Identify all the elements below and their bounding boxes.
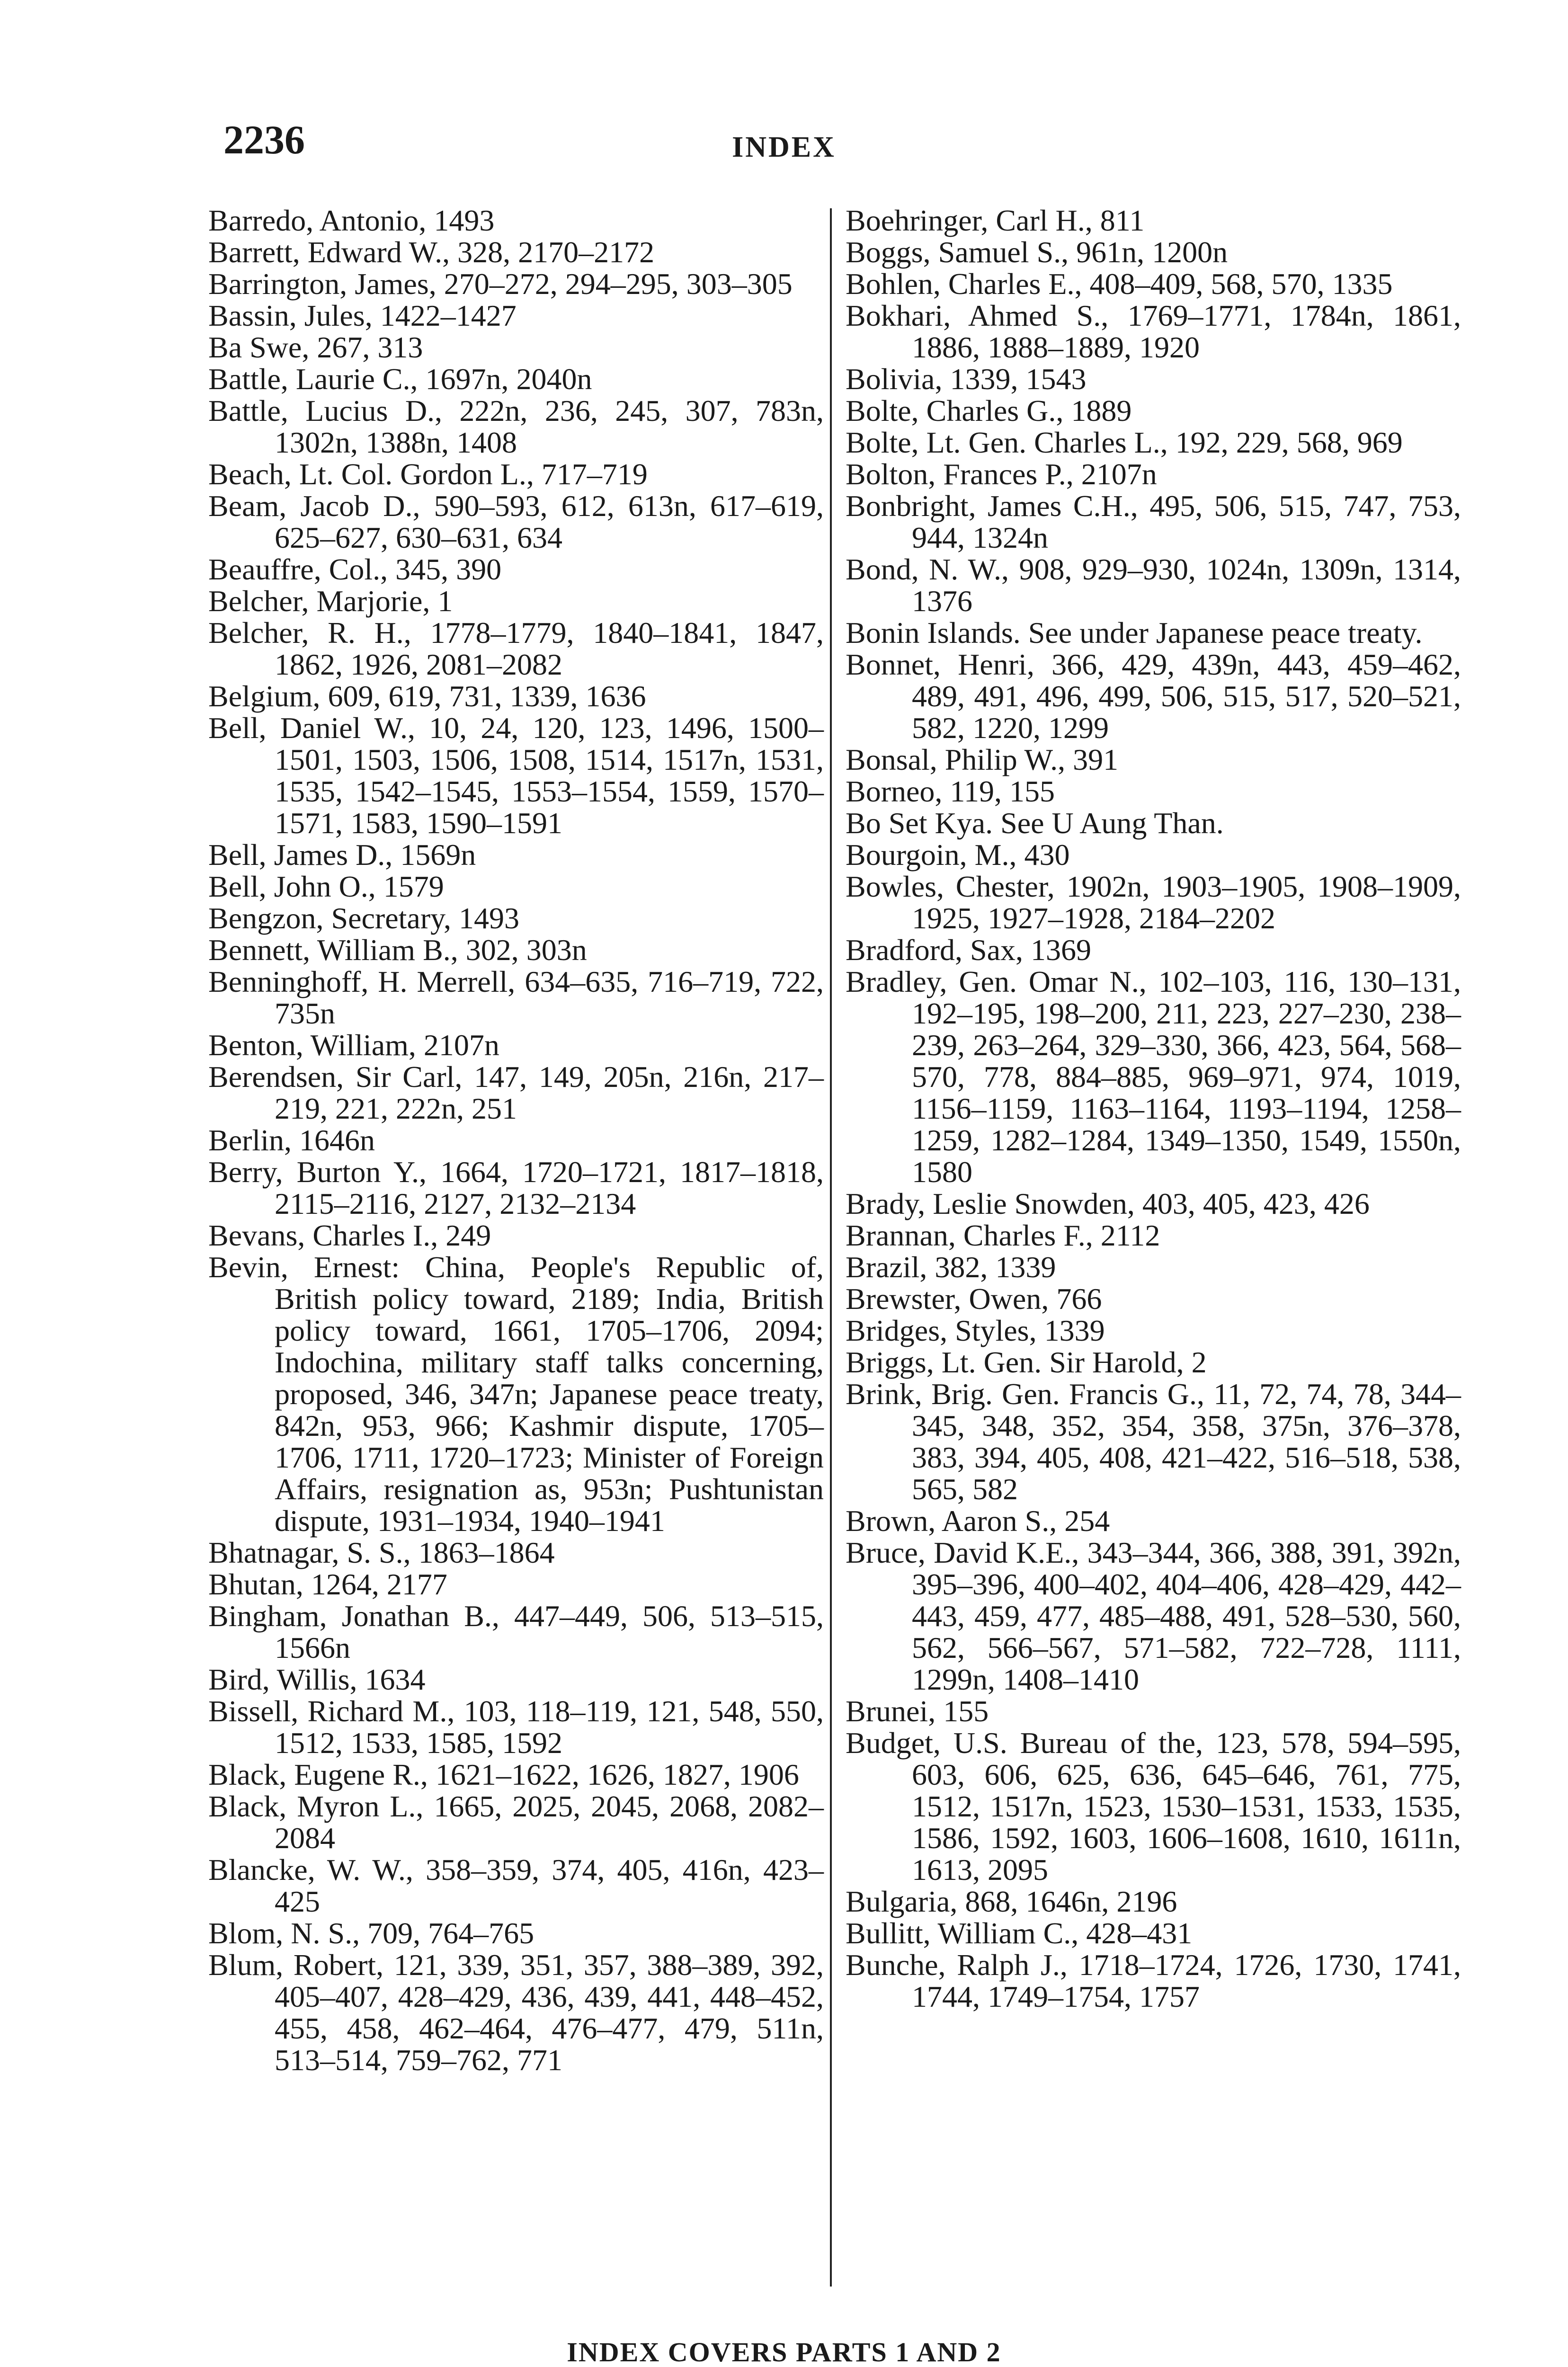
index-entry: Belcher, R. H., 1778–1779, 1840–1841, 1847, 1862, 1926, 2081–2082 — [208, 616, 824, 681]
index-entry: Bonin Islands. See under Japanese peace treaty. — [846, 616, 1423, 650]
index-entry: Bevin, Ernest: China, People's Republic of, British policy toward, 2189; India, British policy toward, 1661, 1705–1706, 2094; Indochina, military staff talks concerning, proposed, 346, 347n; Japanese peace treaty, 842n, 953, 966; Kashmir dispute, 1705–1706, 1711, 1720–1723; Minister of Foreign Affairs, resignation as, 953n; Pushtunistan dispute, 1931–1934, 1940–1941 — [208, 1250, 824, 1538]
index-entry: Bolton, Frances P., 2107n — [846, 457, 1157, 491]
index-entry: Battle, Laurie C., 1697n, 2040n — [208, 362, 592, 396]
index-entry: Battle, Lucius D., 222n, 236, 245, 307, 783n, 1302n, 1388n, 1408 — [208, 394, 824, 459]
index-entry: Briggs, Lt. Gen. Sir Harold, 2 — [846, 1345, 1207, 1379]
index-entry: Bhutan, 1264, 2177 — [208, 1567, 447, 1601]
index-entry: Bridges, Styles, 1339 — [846, 1314, 1105, 1347]
index-entry: Bell, Daniel W., 10, 24, 120, 123, 1496, 1500–1501, 1503, 1506, 1508, 1514, 1517n, 1531, 1535, 1542–1545, 1553–1554, 1559, 1570–1571, 1583, 1590–1591 — [208, 711, 824, 840]
index-entry: Berry, Burton Y., 1664, 1720–1721, 1817–1818, 2115–2116, 2127, 2132–2134 — [208, 1155, 824, 1220]
index-entry: Bradford, Sax, 1369 — [846, 933, 1092, 967]
left-column — [208, 205, 824, 2076]
index-entry: Berendsen, Sir Carl, 147, 149, 205n, 216n, 217–219, 221, 222n, 251 — [208, 1060, 824, 1125]
index-entry: Ba Swe, 267, 313 — [208, 330, 423, 364]
index-entry: Bissell, Richard M., 103, 118–119, 121, 548, 550, 1512, 1533, 1585, 1592 — [208, 1694, 824, 1760]
index-entry: Barredo, Antonio, 1493 — [208, 204, 495, 237]
index-entry: Bassin, Jules, 1422–1427 — [208, 299, 517, 332]
index-entry: Belgium, 609, 619, 731, 1339, 1636 — [208, 679, 646, 713]
index-entry: Black, Myron L., 1665, 2025, 2045, 2068, 2082–2084 — [208, 1789, 824, 1855]
index-entry: Bond, N. W., 908, 929–930, 1024n, 1309n, 1314, 1376 — [846, 552, 1461, 618]
index-entry: Bolte, Lt. Gen. Charles L., 192, 229, 568, 969 — [846, 426, 1403, 459]
index-entry: Bonnet, Henri, 366, 429, 439n, 443, 459–462, 489, 491, 496, 499, 506, 515, 517, 520–521, 582, 1220, 1299 — [846, 648, 1461, 745]
index-entry: Bird, Willis, 1634 — [208, 1663, 426, 1696]
index-entry: Borneo, 119, 155 — [846, 774, 1055, 808]
index-entry: Beach, Lt. Col. Gordon L., 717–719 — [208, 457, 648, 491]
running-head: INDEX — [732, 131, 836, 163]
index-entry: Bo Set Kya. See U Aung Than. — [846, 806, 1224, 840]
column-divider — [830, 208, 832, 2287]
index-entry: Blancke, W. W., 358–359, 374, 405, 416n, 423–425 — [208, 1853, 824, 1918]
page-footer: INDEX COVERS PARTS 1 AND 2 — [567, 2337, 1001, 2367]
index-entry: Brunei, 155 — [846, 1694, 989, 1728]
index-entry: Bourgoin, M., 430 — [846, 838, 1070, 872]
index-entry: Brady, Leslie Snowden, 403, 405, 423, 426 — [846, 1187, 1370, 1220]
index-entry: Bell, John O., 1579 — [208, 870, 444, 903]
index-entry: Bowles, Chester, 1902n, 1903–1905, 1908–1909, 1925, 1927–1928, 2184–2202 — [846, 870, 1461, 935]
index-entry: Bonsal, Philip W., 391 — [846, 743, 1119, 776]
index-entry: Benton, William, 2107n — [208, 1028, 499, 1062]
index-entry: Bunche, Ralph J., 1718–1724, 1726, 1730, 1741, 1744, 1749–1754, 1757 — [846, 1948, 1461, 2013]
index-entry: Brewster, Owen, 766 — [846, 1282, 1102, 1316]
index-entry: Brown, Aaron S., 254 — [846, 1504, 1110, 1538]
index-entry: Bevans, Charles I., 249 — [208, 1219, 491, 1252]
index-entry: Bell, James D., 1569n — [208, 838, 476, 872]
index-entry: Brazil, 382, 1339 — [846, 1250, 1056, 1284]
index-entry: Brannan, Charles F., 2112 — [846, 1219, 1160, 1252]
index-entry: Benninghoff, H. Merrell, 634–635, 716–719, 722, 735n — [208, 965, 824, 1030]
index-entry: Bolte, Charles G., 1889 — [846, 394, 1132, 427]
right-column — [846, 205, 1461, 2012]
index-entry: Boggs, Samuel S., 961n, 1200n — [846, 235, 1228, 269]
index-entry: Berlin, 1646n — [208, 1123, 375, 1157]
index-entry: Beauffre, Col., 345, 390 — [208, 552, 502, 586]
index-entry: Belcher, Marjorie, 1 — [208, 584, 453, 618]
index-entry: Bulgaria, 868, 1646n, 2196 — [846, 1885, 1177, 1918]
index-entry: Beam, Jacob D., 590–593, 612, 613n, 617–619, 625–627, 630–631, 634 — [208, 489, 824, 554]
index-entry: Barrett, Edward W., 328, 2170–2172 — [208, 235, 655, 269]
index-entry: Bengzon, Secretary, 1493 — [208, 901, 519, 935]
index-entry: Bokhari, Ahmed S., 1769–1771, 1784n, 1861, 1886, 1888–1889, 1920 — [846, 299, 1461, 364]
index-entry: Bradley, Gen. Omar N., 102–103, 116, 130–131, 192–195, 198–200, 211, 223, 227–230, 238–239, 263–264, 329–330, 366, 423, 564, 568–570, 778, 884–885, 969–971, 974, 1019, 1156–1159, 1163–1164, 1193–1194, 1258–1259, 1282–1284, 1349–1350, 1549, 1550n, 1580 — [846, 965, 1461, 1189]
index-entry: Bolivia, 1339, 1543 — [846, 362, 1087, 396]
index-entry: Bohlen, Charles E., 408–409, 568, 570, 1335 — [846, 267, 1393, 301]
index-entry: Bullitt, William C., 428–431 — [846, 1916, 1193, 1950]
index-entry: Bonbright, James C.H., 495, 506, 515, 747, 753, 944, 1324n — [846, 489, 1461, 554]
page-number: 2236 — [223, 117, 305, 162]
index-entry: Brink, Brig. Gen. Francis G., 11, 72, 74, 78, 344–345, 348, 352, 354, 358, 375n, 376–378, 383, 394, 405, 408, 421–422, 516–518, 538, 565, 582 — [846, 1377, 1461, 1506]
index-entry: Blom, N. S., 709, 764–765 — [208, 1916, 535, 1950]
index-entry: Boehringer, Carl H., 811 — [846, 204, 1145, 237]
index-entry: Blum, Robert, 121, 339, 351, 357, 388–389, 392, 405–407, 428–429, 436, 439, 441, 448–452, 455, 458, 462–464, 476–477, 479, 511n, 513–514, 759–762, 771 — [208, 1948, 824, 2077]
index-entry: Bruce, David K.E., 343–344, 366, 388, 391, 392n, 395–396, 400–402, 404–406, 428–429, 442–443, 459, 477, 485–488, 491, 528–530, 560, 562, 566–567, 571–582, 722–728, 1111, 1299n, 1408–1410 — [846, 1536, 1461, 1696]
index-entry: Bhatnagar, S. S., 1863–1864 — [208, 1536, 555, 1569]
index-entry: Bennett, William B., 302, 303n — [208, 933, 587, 967]
index-entry: Budget, U.S. Bureau of the, 123, 578, 594–595, 603, 606, 625, 636, 645–646, 761, 775, 1512, 1517n, 1523, 1530–1531, 1533, 1535, 1586, 1592, 1603, 1606–1608, 1610, 1611n, 1613, 2095 — [846, 1726, 1461, 1886]
index-entry: Black, Eugene R., 1621–1622, 1626, 1827, 1906 — [208, 1758, 799, 1791]
index-entry: Barrington, James, 270–272, 294–295, 303–305 — [208, 267, 793, 301]
index-entry: Bingham, Jonathan B., 447–449, 506, 513–515, 1566n — [208, 1599, 824, 1664]
